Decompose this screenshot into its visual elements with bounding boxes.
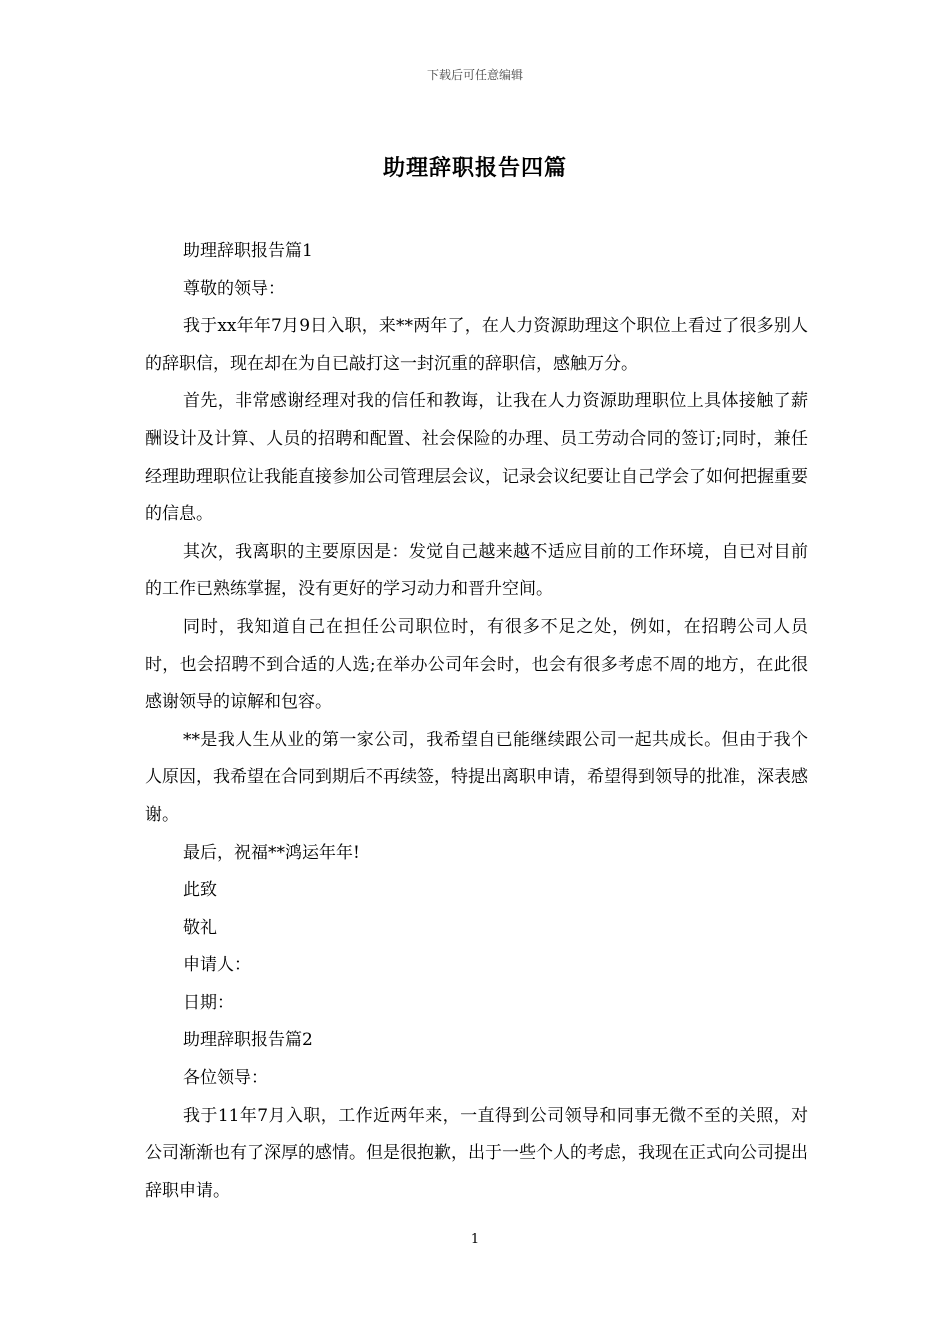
date-line: 日期： [183,992,234,1013]
page-number: 1 [470,1232,480,1247]
section-heading-2: 助理辞职报告篇2 [183,1030,313,1051]
closing-line: 此致 [183,880,217,901]
closing-wish: 最后，祝福**鸿运年年! [183,842,360,863]
section-heading-1: 助理辞职报告篇1 [183,241,313,261]
document-body [145,233,808,1210]
closing-line: 敬礼 [183,917,217,938]
applicant-line: 申请人： [183,955,251,976]
body-paragraph: 其次，我离职的主要原因是：发觉自己越来越不适应目前的工作环境，自已对目前的工作已熟练掌握，没有更好的学习动力和晋升空间。 [145,541,808,600]
header-note: 下载后可任意编辑 [426,68,523,82]
salutation: 各位领导： [183,1068,268,1089]
body-paragraph: 同时，我知道自己在担任公司职位时，有很多不足之处，例如，在招聘公司人员时，也会招聘不到合适的人选;在举办公司年会时，也会有很多考虑不周的地方，在此很感谢领导的谅解和包容。 [145,616,808,713]
document-title: 助理辞职报告四篇 [382,155,567,181]
body-paragraph: 我于11年7月入职，工作近两年来，一直得到公司领导和同事无微不至的关照，对公司渐渐也有了深厚的感情。但是很抱歉，出于一些个人的考虑，我现在正式向公司提出辞职申请。 [145,1105,808,1201]
body-paragraph: 首先，非常感谢经理对我的信任和教诲，让我在人力资源助理职位上具体接触了薪酬设计及计算、人员的招聘和配置、社会保险的办理、员工劳动合同的签订;同时，兼任经理助理职位让我能直接参加公司管理层会议，记录会议纪要让自己学会了如何把握重要的信息。 [145,391,808,525]
body-paragraph: 我于xx年年7月9日入职，来**两年了，在人力资源助理这个职位上看过了很多别人的辞职信，现在却在为自已敲打这一封沉重的辞职信，感触万分。 [145,316,808,374]
salutation: 尊敬的领导： [183,278,285,299]
body-paragraph: **是我人生从业的第一家公司，我希望自已能继续跟公司一起共成长。但由于我个人原因，我希望在合同到期后不再续签，特提出离职申请，希望得到领导的批准，深表感谢。 [145,729,808,825]
